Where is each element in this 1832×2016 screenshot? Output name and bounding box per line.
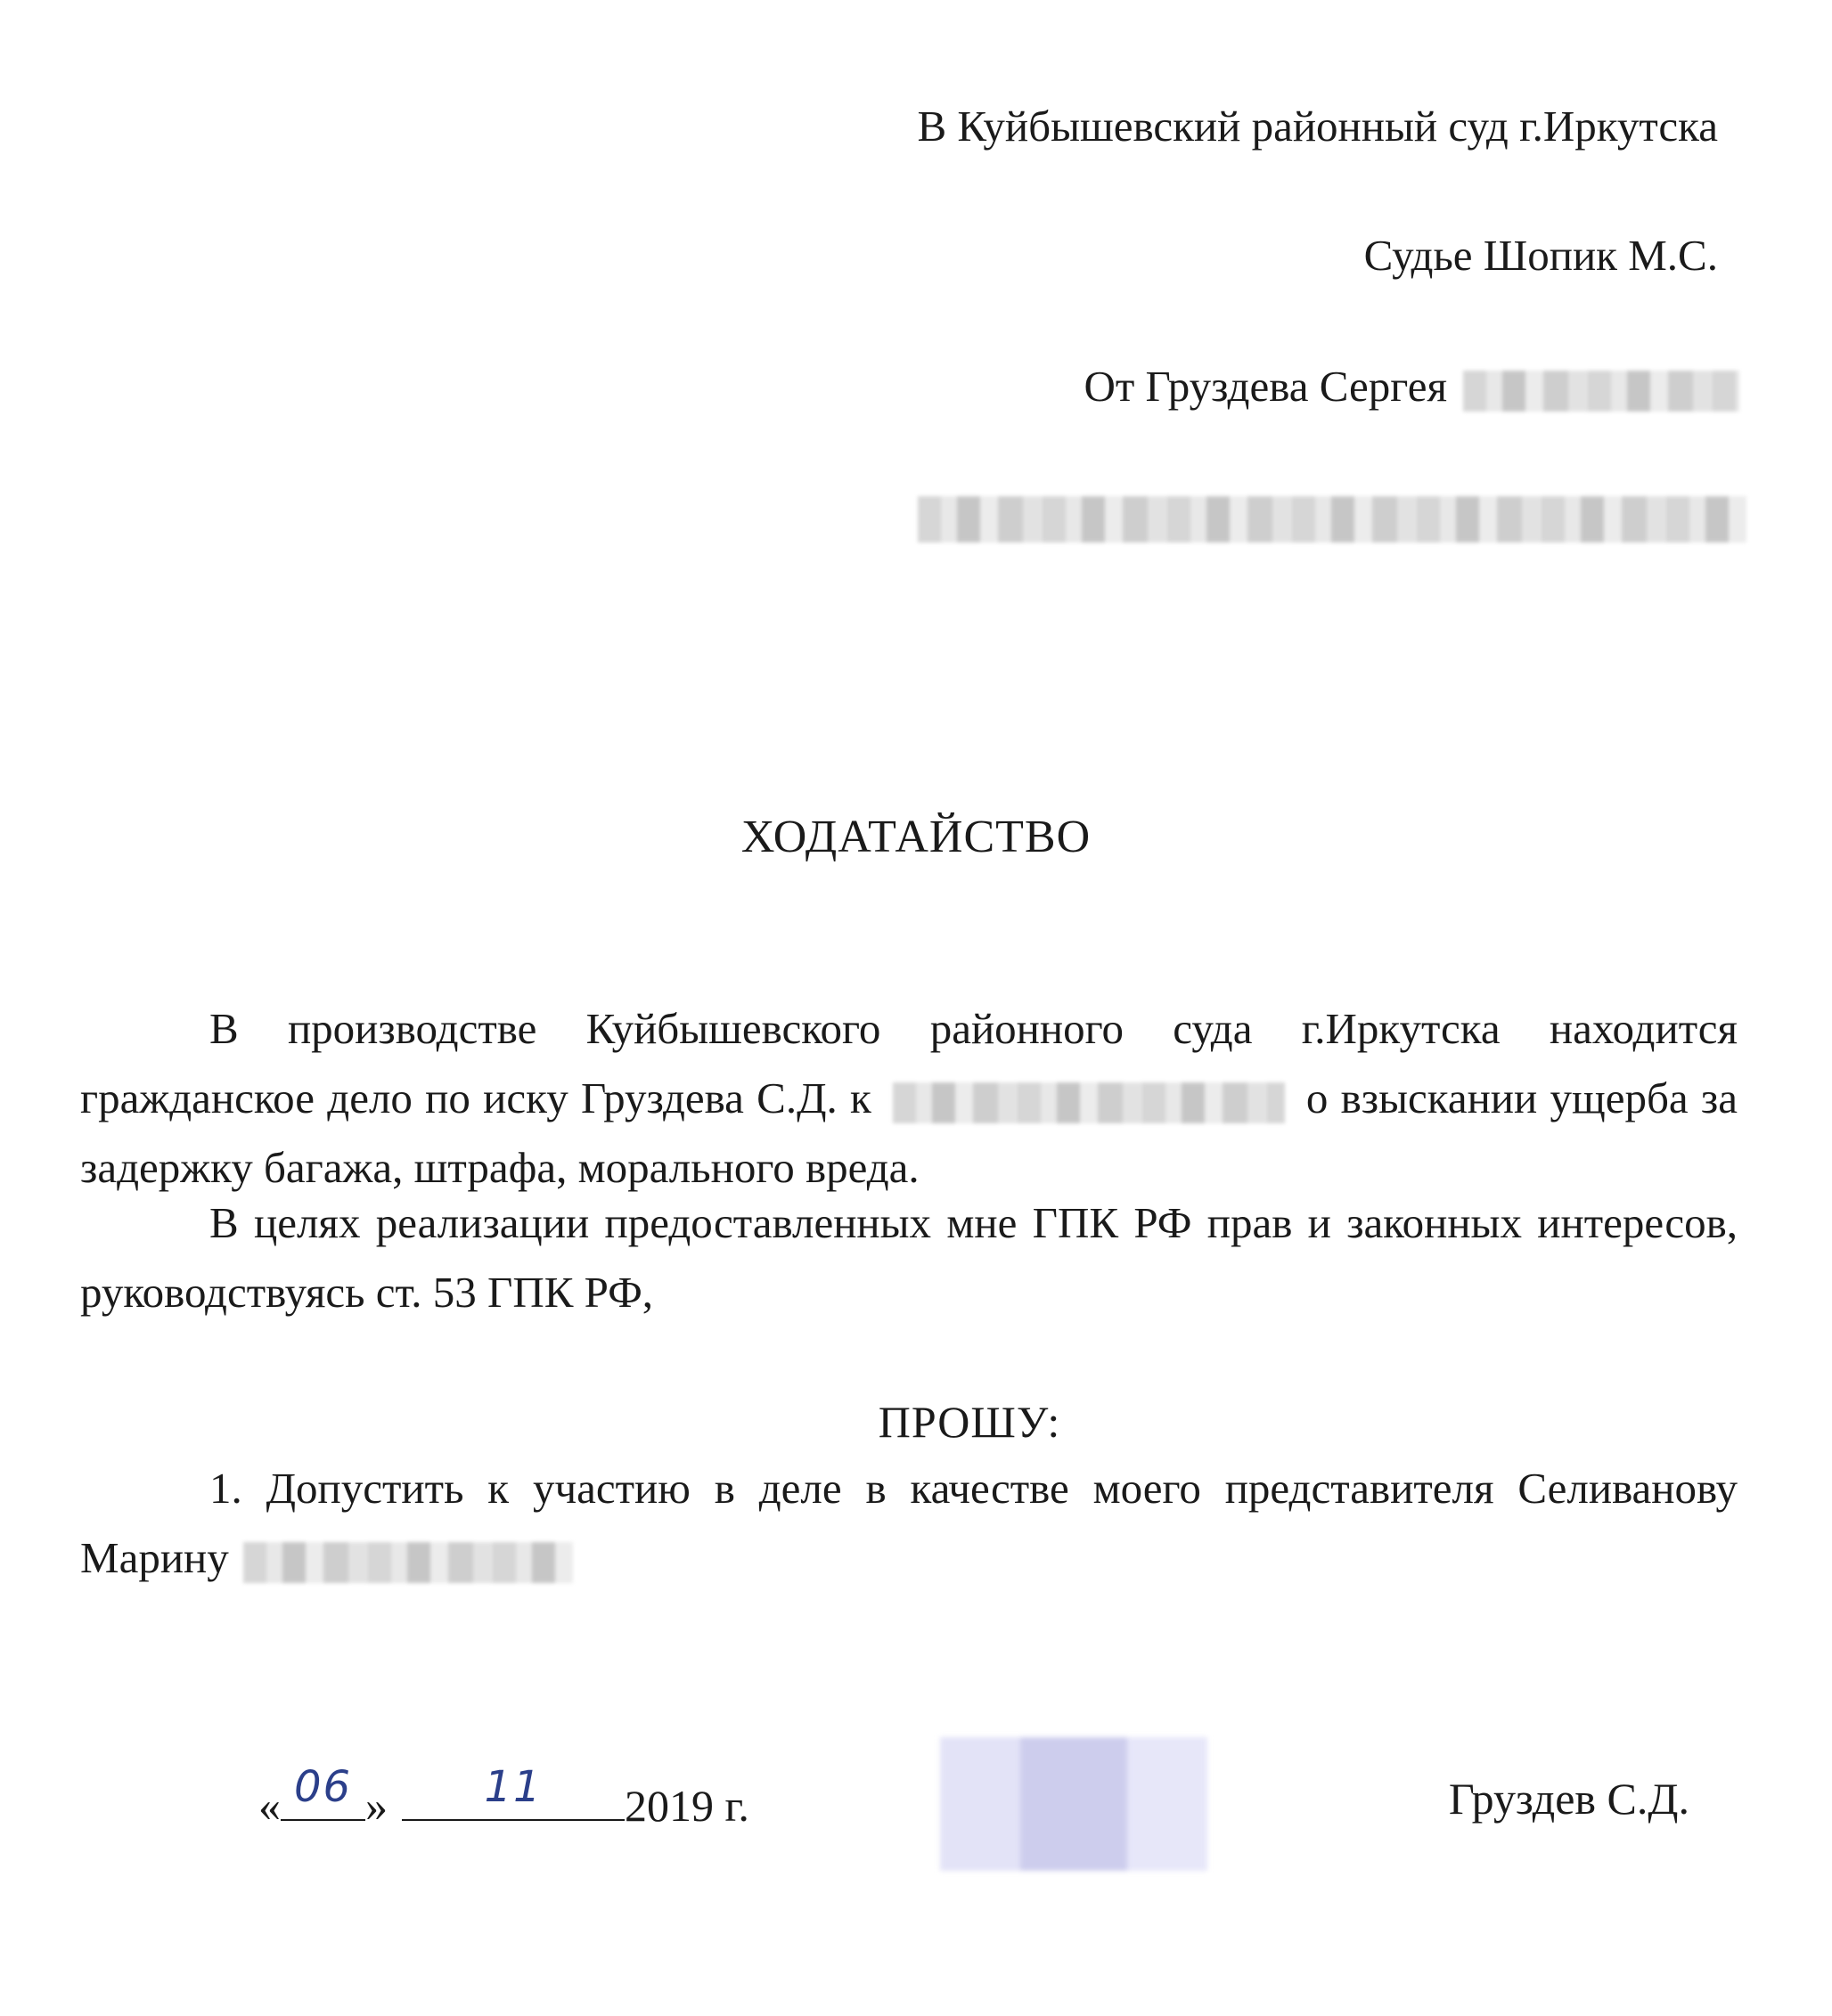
sender-line xyxy=(1084,360,1739,413)
handwritten-month: 11 xyxy=(484,1762,543,1812)
quote-close: » xyxy=(365,1781,388,1831)
case-text-end: о взыскании ущерба за задержку багажа, штрафа, морального вреда. xyxy=(80,1073,1738,1192)
date-month-field xyxy=(402,1762,625,1821)
addressee-judge: Судье Шопик М.С. xyxy=(1363,231,1718,280)
date-line xyxy=(258,1762,749,1832)
redacted-address xyxy=(918,496,1746,543)
sender-address xyxy=(918,488,1746,543)
document-title: ХОДАТАЙСТВО xyxy=(740,812,1092,862)
sender-name: От Груздева Сергея xyxy=(1084,362,1447,411)
addressee-court: В Куйбышевский районный суд г.Иркутска xyxy=(917,102,1718,151)
handwritten-day: 06 xyxy=(293,1762,353,1812)
paragraph-case xyxy=(80,994,1738,1203)
signer-name: Груздев С.Д. xyxy=(1448,1774,1689,1824)
redacted-representative-patronymic xyxy=(243,1542,573,1583)
request-item-text: 1. Допустить к участию в деле в качестве моего представителя Селиванову Марину xyxy=(80,1464,1738,1582)
redacted-defendant xyxy=(893,1082,1285,1123)
request-item-1 xyxy=(80,1454,1738,1593)
date-day-field xyxy=(281,1762,365,1821)
request-title: ПРОШУ: xyxy=(878,1397,1061,1447)
paragraph-basis: В целях реализации предоставленных мне ГПК РФ прав и законных интересов, руководствуясь ст. 53 ГПК РФ, xyxy=(80,1198,1738,1317)
redacted-signature xyxy=(940,1737,1207,1871)
quote-open: « xyxy=(258,1781,281,1831)
date-year: 2019 г. xyxy=(625,1781,749,1831)
case-text-start: В производстве Куйбышевского районного суда г.Иркутска находится гражданское дело по иску Груздева С.Д. к xyxy=(80,1004,1738,1122)
redacted-patronymic xyxy=(1463,371,1739,412)
